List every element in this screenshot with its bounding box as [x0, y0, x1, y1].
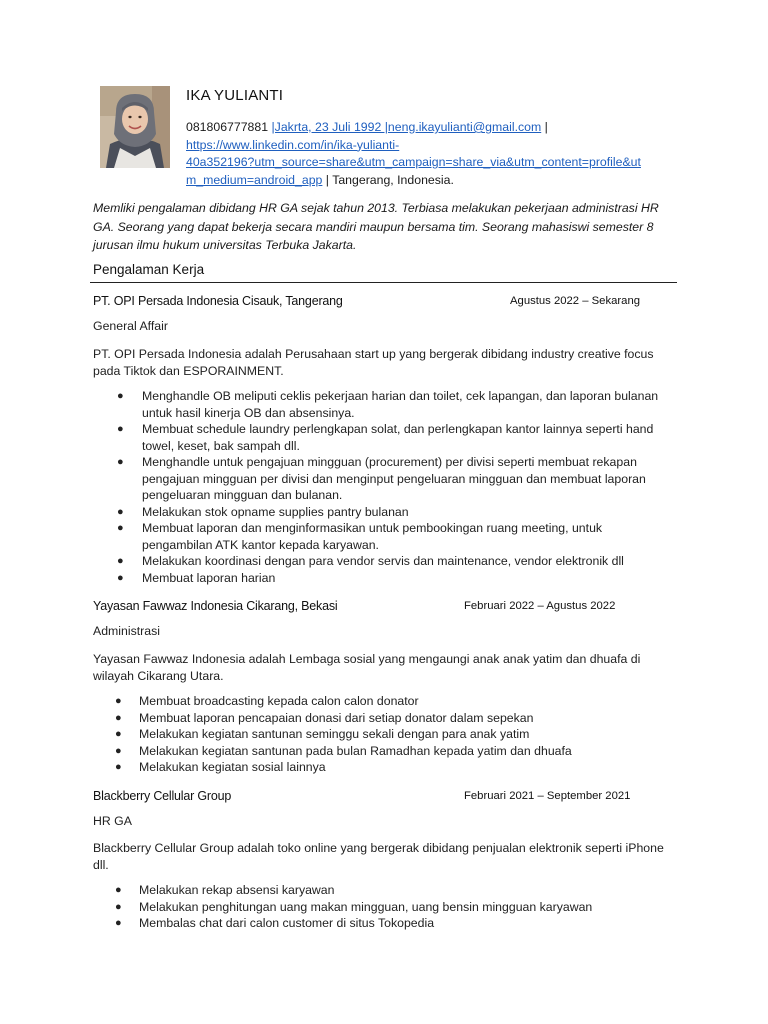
list-item: ● Melakukan rekap absensi karyawan: [115, 883, 335, 897]
job-dates: Februari 2022 – Agustus 2022: [464, 600, 616, 612]
birth-email-link[interactable]: |Jakrta, 23 Juli 1992 |neng.ikayulianti@gmail.com: [271, 120, 542, 134]
list-item: ● Melakukan penghitungan uang makan mingguan, uang bensin mingguan karyawan: [115, 899, 593, 914]
job-header: [93, 294, 673, 312]
list-item: ● Membuat laporan dan menginformasikan untuk pembookingan ruang meeting, untuk pengambilan ATK kantor kepada karyawan.: [117, 521, 603, 552]
job-dates: Februari 2021 – September 2021: [464, 790, 631, 802]
section-title: Pengalaman Kerja: [93, 262, 205, 277]
list-item: ● Menghandle untuk pengajuan mingguan (procurement) per divisi seperti membuat rekapan pengajuan mingguan per divisi dan menginput pengeluaran mingguan dan membuat laporan pengeluaran mingguan dan bulanan.: [117, 455, 646, 502]
list-item: ● Membuat broadcasting kepada calon calon donator: [115, 694, 419, 708]
company-description: PT. OPI Persada Indonesia adalah Perusahaan start up yang bergerak dibidang industry creative focus pada Tiktok dan ESPORAINMENT.: [93, 347, 654, 378]
job-header: [93, 789, 673, 807]
list-item: ● Membuat schedule laundry perlengkapan solat, dan perlengkapan kantor lainnya seperti hand towel, keset, bak sampah dll.: [117, 422, 654, 453]
linkedin-line-1: https://www.linkedin.com/in/ika-yulianti-: [186, 137, 400, 152]
company-name: Blackberry Cellular Group: [93, 789, 232, 803]
contact-separator: |: [541, 120, 548, 134]
list-item: ● Melakukan koordinasi dengan para vendor servis dan maintenance, vendor elektronik dll: [117, 554, 624, 568]
linkedin-line-2: 40a352196?utm_source=share&utm_campaign=share_via&utm_content=profile&ut: [186, 155, 641, 169]
company-description: Yayasan Fawwaz Indonesia adalah Lembaga sosial yang mengaungi anak anak yatim dan dhuafa di wilayah Cikarang Utara.: [93, 652, 641, 683]
list-item: ● Melakukan kegiatan santunan pada bulan Ramadhan kepada yatim dan dhuafa: [115, 743, 572, 758]
section-divider: [90, 282, 677, 283]
list-item: ● Membalas chat dari calon customer di situs Tokopedia: [115, 916, 435, 930]
job-entry: [93, 599, 673, 774]
contact-info: [186, 119, 672, 189]
company-name: PT. OPI Persada Indonesia Cisauk, Tangerang: [93, 294, 343, 308]
list-item: ● Melakukan kegiatan sosial lainnya: [115, 760, 326, 774]
job-header: [93, 599, 673, 617]
job-role: HR GA: [93, 814, 132, 828]
list-item: ● Melakukan kegiatan santunan seminggu sekali dengan para anak yatim: [115, 727, 530, 741]
job-entry: [93, 789, 673, 930]
job-dates: Agustus 2022 – Sekarang: [510, 295, 641, 307]
list-item: ● Membuat laporan harian: [117, 570, 276, 585]
company-description: Blackberry Cellular Group adalah toko online yang bergerak dibidang penjualan elektronik seperti iPhone dll.: [93, 841, 664, 872]
job-role: General Affair: [93, 319, 168, 333]
list-item: ● Membuat laporan pencapaian donasi dari setiap donator dalam sepekan: [115, 710, 534, 725]
linkedin-line-3: m_medium=android_app: [186, 172, 323, 187]
profile-summary: Memliki pengalaman dibidang HR GA sejak tahun 2013. Terbiasa melakukan pekerjaan administrasi HR GA. Seorang yang dapat bekerja secara mandiri maupun bersama tim. Seorang mahasiswi semester 8 jurusan ilmu hukum universitas Terbuka Jakarta.: [93, 201, 659, 252]
company-name: Yayasan Fawwaz Indonesia Cikarang, Bekasi: [93, 599, 338, 613]
phone-number: 081806777881: [186, 120, 272, 134]
job-role: Administrasi: [93, 624, 160, 638]
task-list: [93, 388, 673, 586]
location: | Tangerang, Indonesia.: [322, 172, 454, 187]
profile-photo: [100, 86, 170, 168]
list-item: ● Melakukan stok opname supplies pantry bulanan: [117, 504, 409, 519]
task-list: [93, 882, 673, 932]
task-list: [93, 693, 673, 776]
list-item: ● Menghandle OB meliputi ceklis pekerjaan harian dan toilet, cek lapangan, dan laporan bulanan untuk hasil kinerja OB dan absensinya.: [117, 389, 659, 420]
job-entry: [93, 294, 673, 585]
candidate-name: IKA YULIANTI: [186, 87, 284, 104]
